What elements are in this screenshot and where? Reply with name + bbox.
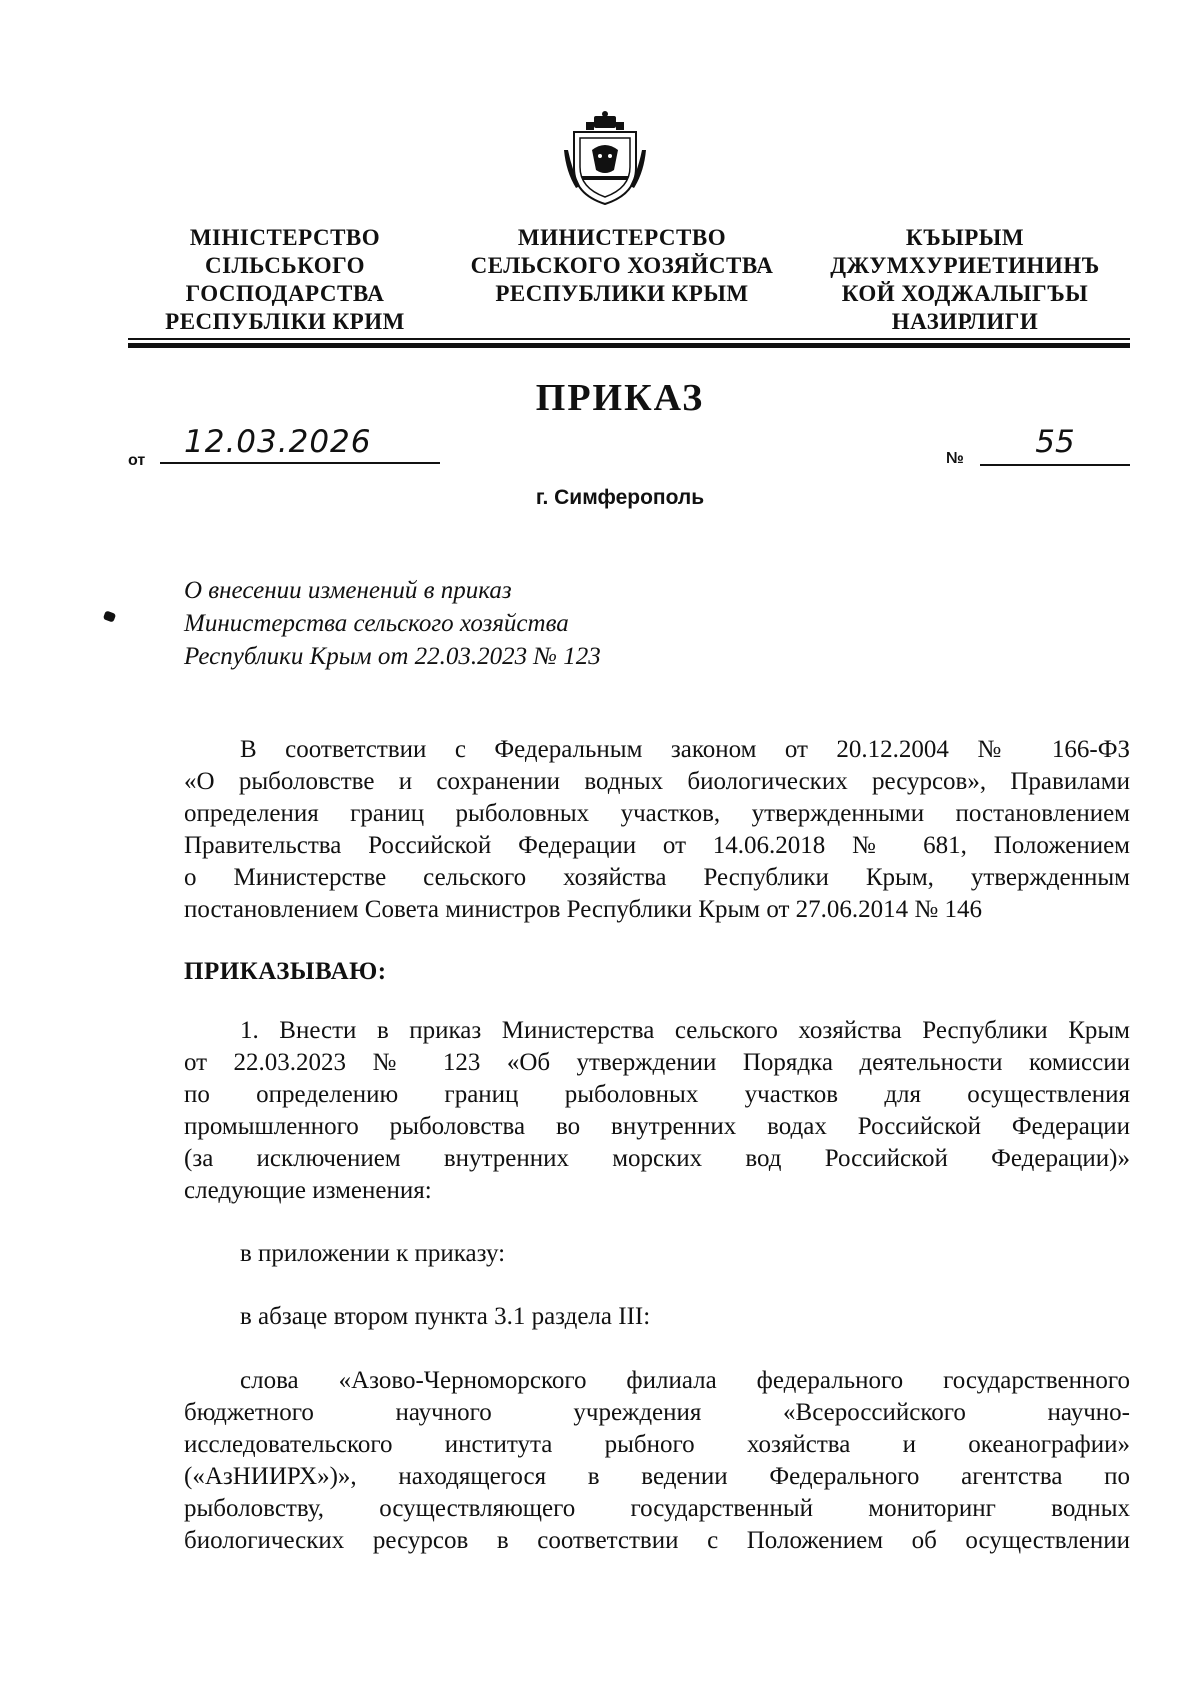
date-prefix: от	[128, 452, 146, 469]
text-line: от 22.03.2023 № 123 «Об утверждении Порядка деятельности комиссии	[184, 1049, 1130, 1076]
order-word: ПРИКАЗЫВАЮ:	[184, 958, 387, 985]
text-line: «О рыболовстве и сохранении водных биологических ресурсов», Правилами	[184, 768, 1130, 795]
amendment-paragraph	[184, 1365, 1130, 1557]
city-name: г. Симферополь	[535, 486, 705, 509]
document-type-title: ПРИКАЗ	[535, 377, 705, 419]
text-line: по определению границ рыболовных участков для осуществления	[184, 1081, 1130, 1108]
text-line: постановлением Совета министров Республики Крым от 27.06.2014 № 146	[184, 896, 983, 923]
order-subject	[184, 574, 601, 673]
header-ct-line: КЪЫРЫМ	[905, 225, 1025, 250]
annex-paragraph	[240, 1238, 505, 1270]
clause-1-paragraph	[184, 1015, 1130, 1207]
order-number: 55	[980, 420, 1130, 466]
text-line: рыболовству, осуществляющего государственный мониторинг водных	[184, 1495, 1130, 1522]
header-ru-line: МИНИСТЕРСТВО	[517, 225, 727, 250]
header-ru-line: РЕСПУБЛИКИ КРЫМ	[495, 281, 749, 306]
text-line: 1. Внести в приказ Министерства сельского хозяйства Республики Крым	[240, 1017, 1130, 1044]
text-line: исследовательского института рыбного хозяйства и океанографии»	[184, 1431, 1130, 1458]
text-line: о Министерстве сельского хозяйства Республики Крым, утвержденным	[184, 864, 1130, 891]
header-divider-thin	[128, 338, 1130, 340]
subject-line: О внесении изменений в приказ	[184, 577, 512, 604]
header-ru-line: СЕЛЬСКОГО ХОЗЯЙСТВА	[470, 253, 774, 278]
header-ua-line: ГОСПОДАРСТВА	[185, 281, 385, 306]
subject-line: Министерства сельского хозяйства	[184, 610, 569, 637]
text-line: биологических ресурсов в соответствии с Положением об осуществлении	[184, 1527, 1130, 1554]
number-prefix: №	[946, 450, 964, 467]
text-line: бюджетного научного учреждения «Всероссийского научно-	[184, 1399, 1130, 1426]
text-line: (за исключением внутренних морских вод Российской Федерации)»	[184, 1145, 1130, 1172]
header-ua-line: СІЛЬСЬКОГО	[204, 253, 366, 278]
header-ct-line: КОЙ ХОДЖАЛЫГЪЫ	[841, 281, 1089, 306]
text-line: в абзаце втором пункта 3.1 раздела III:	[240, 1303, 651, 1330]
text-line: определения границ рыболовных участков, утвержденными постановлением	[184, 800, 1130, 827]
header-ct-line: ДЖУМХУРИЕТИНИНЪ	[830, 253, 1100, 278]
text-line: («АзНИИРХ»)», находящегося в ведении Федерального агентства по	[184, 1463, 1130, 1490]
header-ct-line: НАЗИРЛИГИ	[891, 309, 1039, 334]
header-ukrainian	[140, 224, 430, 336]
text-line: следующие изменения:	[184, 1177, 432, 1204]
header-ua-line: МІНІСТЕРСТВО	[189, 225, 381, 250]
header-divider-thick	[128, 343, 1130, 348]
coat-of-arms-icon	[564, 110, 646, 208]
header-crimean-tatar	[800, 224, 1130, 336]
order-date: 12.03.2026	[160, 420, 440, 464]
scan-mark	[103, 610, 116, 622]
section-reference-paragraph	[240, 1301, 650, 1333]
header-ua-line: РЕСПУБЛІКИ КРИМ	[165, 309, 405, 334]
text-line: слова «Азово-Черноморского филиала федерального государственного	[240, 1367, 1130, 1394]
text-line: Правительства Российской Федерации от 14.06.2018 № 681, Положением	[184, 832, 1130, 859]
text-line: В соответствии с Федеральным законом от 20.12.2004 № 166-ФЗ	[240, 736, 1130, 763]
preamble-paragraph	[184, 734, 1130, 926]
text-line: промышленного рыболовства во внутренних водах Российской Федерации	[184, 1113, 1130, 1140]
subject-line: Республики Крым от 22.03.2023 № 123	[184, 643, 601, 670]
header-russian	[452, 224, 792, 308]
text-line: в приложении к приказу:	[240, 1240, 506, 1267]
